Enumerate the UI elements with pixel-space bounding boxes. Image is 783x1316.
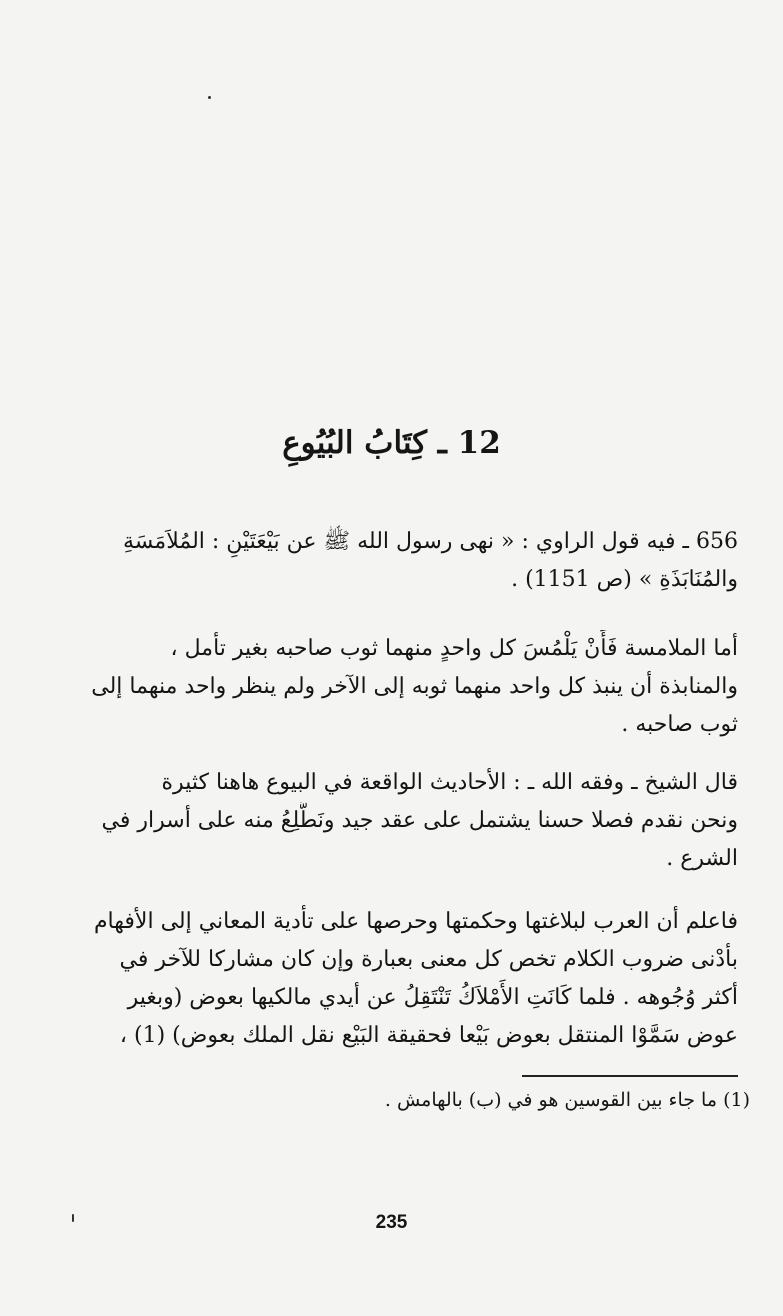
paragraph-line: والمنابذة أن ينبذ كل واحد منهما ثوبه إلى الآخر ولم ينظر واحد منهما إلى (91, 674, 738, 699)
paragraph-656 (78, 523, 738, 599)
paragraph-line: قال الشيخ ـ وفقه الله ـ : الأحاديث الواقعة في البيوع هاهنا كثيرة (161, 770, 738, 795)
paragraph-line: أما الملامسة فَأَنْ يَلْمُسَ كل واحدٍ منهما ثوب صاحبه بغير تأمل ، (170, 636, 738, 661)
paragraph-arabs (78, 903, 738, 1055)
footnote-divider (522, 1075, 738, 1077)
paragraph-line: الشرع . (666, 846, 738, 871)
paragraph-line: 656 ـ فيه قول الراوي : « نهى رسول الله ﷺ عن بَيْعَتَيْنِ : المُلاَمَسَةِ (123, 529, 738, 554)
paragraph-line: والمُنَابَذَةِ » (ص 1151) . (511, 567, 738, 592)
paragraph-line: ونحن نقدم فصلا حسنا يشتمل على عقد جيد ونَطَّلِعُ منه على أسرار في (101, 808, 738, 833)
paragraph-definition (78, 630, 738, 744)
paragraph-line: أكثر وُجُوهه . فلما كَانَتِ الأَمْلاَكُ تَنْتَقِلُ عن أيدي مالكيها بعوض (وبغير (127, 985, 738, 1010)
paragraph-line: فاعلم أن العرب لبلاغتها وحكمتها وحرصها على تأدية المعاني إلى الأفهام (93, 909, 738, 934)
paragraph-sheikh (78, 764, 738, 878)
page-number: 235 (375, 1212, 408, 1233)
paragraph-line: ثوب صاحبه . (621, 712, 738, 737)
scan-speck (208, 96, 211, 99)
chapter-title: 12 ـ كِتَابُ البُيُوعِ (282, 425, 501, 461)
footnote: (1) ما جاء بين القوسين هو في (ب) بالهامش . (384, 1089, 750, 1111)
paragraph-line: بأدْنى ضروب الكلام تخص كل معنى بعبارة وإن كان مشاركا للآخر في (119, 947, 738, 972)
paragraph-line: عوض سَمَّوْا المنتقل بعوض بَيْعا فحقيقة البَيْع نقل الملك بعوض) (1) ، (119, 1023, 738, 1048)
